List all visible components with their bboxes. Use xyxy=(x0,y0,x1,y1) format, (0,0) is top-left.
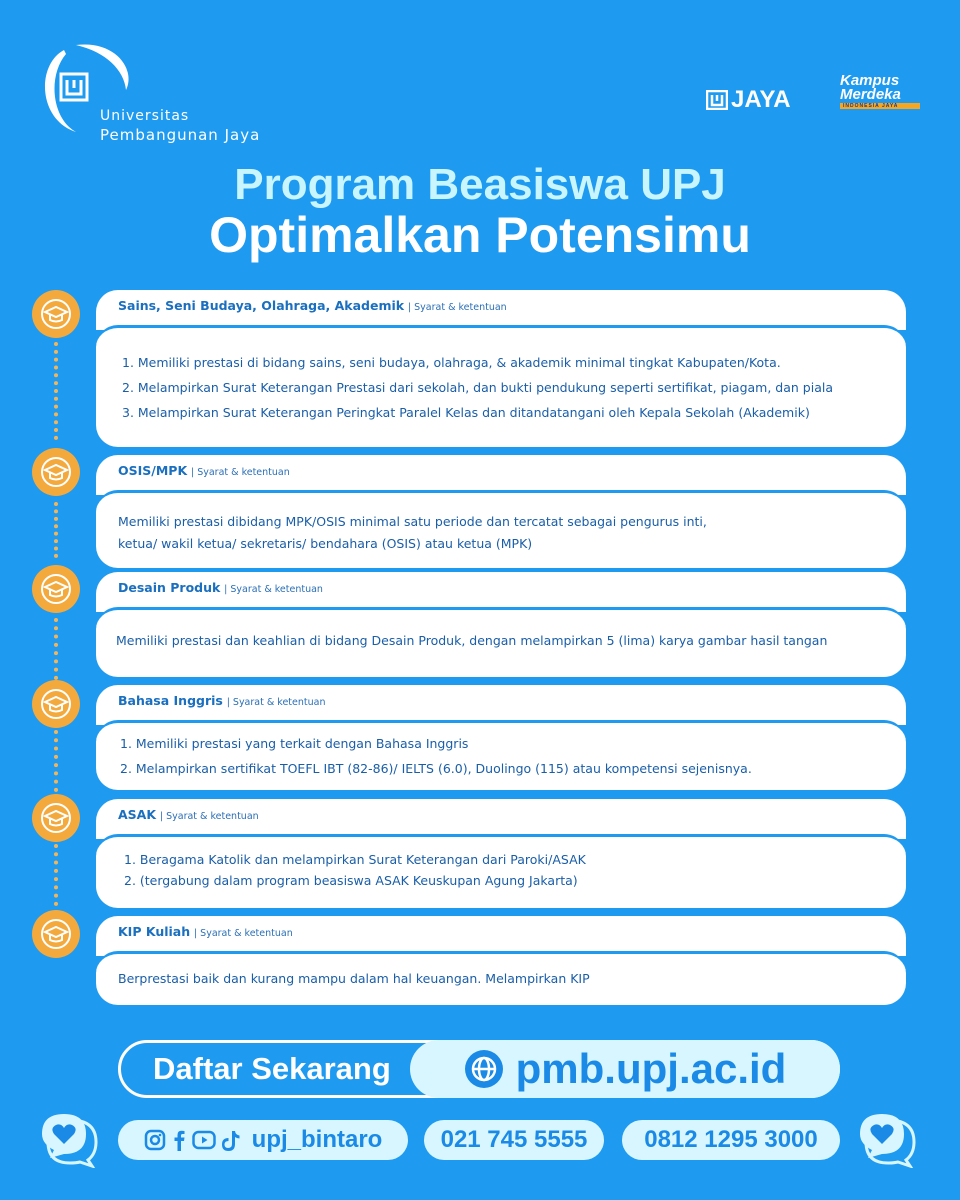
tiktok-icon[interactable] xyxy=(222,1129,240,1151)
graduation-cap-icon xyxy=(32,565,80,613)
section-tab-osis xyxy=(96,455,906,495)
graduation-cap-icon xyxy=(32,290,80,338)
list-item: 1. Memiliki prestasi yang terkait dengan Bahasa Inggris xyxy=(120,736,469,751)
section-title: Desain Produk xyxy=(118,580,221,595)
cta-label: Daftar Sekarang xyxy=(153,1051,391,1086)
phone-number-1: 021 745 5555 xyxy=(440,1126,588,1153)
timeline-dots xyxy=(54,844,58,906)
list-item: 1. Memiliki prestasi di bidang sains, seni budaya, olahraga, & akademik minimal tingkat Kabupaten/Kota. xyxy=(122,355,781,370)
timeline-dots xyxy=(54,502,58,558)
section-body-asak xyxy=(96,834,906,908)
url-text: pmb.upj.ac.id xyxy=(515,1045,787,1092)
url-link[interactable] xyxy=(410,1040,840,1098)
social-handle: upj_bintaro xyxy=(251,1126,383,1153)
section-body-sains xyxy=(96,325,906,447)
merdeka-text: Merdeka xyxy=(840,86,901,103)
graduation-cap-icon xyxy=(32,448,80,496)
section-title: Sains, Seni Budaya, Olahraga, Akademik xyxy=(118,298,405,313)
graduation-cap-icon xyxy=(32,680,80,728)
section-body-desain-produk xyxy=(96,607,906,677)
section-tab-sains xyxy=(96,290,906,330)
graduation-cap-icon xyxy=(32,794,80,842)
section-tab-asak xyxy=(96,799,906,839)
section-body-kip-kuliah xyxy=(96,951,906,1005)
section-tab-desain-produk xyxy=(96,572,906,612)
section-text: ketua/ wakil ketua/ sekretaris/ bendahara (OSIS) atau ketua (MPK) xyxy=(118,536,533,551)
section-subtitle: | Syarat & ketentuan xyxy=(226,697,326,708)
jaya-logo xyxy=(706,86,791,114)
section-body-osis xyxy=(96,490,906,568)
instagram-icon[interactable] xyxy=(144,1129,166,1151)
phone-pill-1[interactable] xyxy=(424,1120,604,1160)
phone-pill-2[interactable] xyxy=(622,1120,840,1160)
section-subtitle: | Syarat & ketentuan xyxy=(407,302,507,313)
chat-heart-icon xyxy=(40,1110,102,1168)
register-cta[interactable] xyxy=(118,1040,840,1098)
graduation-cap-icon xyxy=(32,910,80,958)
chat-heart-icon xyxy=(858,1110,920,1168)
upj-logo xyxy=(36,40,296,150)
section-subtitle: | Syarat & ketentuan xyxy=(193,928,293,939)
phone-number-2: 0812 1295 3000 xyxy=(644,1126,818,1153)
timeline-dots xyxy=(54,342,58,440)
list-item: 2. (tergabung dalam program beasiswa ASAK Keuskupan Agung Jakarta) xyxy=(124,873,578,888)
section-tab-bahasa-inggris xyxy=(96,685,906,725)
jaya-text: JAYA xyxy=(731,86,791,113)
list-item: 1. Beragama Katolik dan melampirkan Surat Keterangan dari Paroki/ASAK xyxy=(124,852,586,867)
list-item: 3. Melampirkan Surat Keterangan Peringkat Paralel Kelas dan ditandatangani oleh Kepala Sekolah (Akademik) xyxy=(122,405,810,420)
kampus-tagline: INDONESIA JAYA xyxy=(840,103,920,109)
timeline-dots xyxy=(54,730,58,792)
section-subtitle: | Syarat & ketentuan xyxy=(190,467,290,478)
kampus-text: Kampus xyxy=(840,72,900,89)
page-subtitle: Optimalkan Potensimu xyxy=(209,207,751,263)
section-title: Bahasa Inggris xyxy=(118,693,223,708)
section-text: Berprestasi baik dan kurang mampu dalam hal keuangan. Melampirkan KIP xyxy=(118,971,590,986)
section-title: KIP Kuliah xyxy=(118,924,191,939)
section-text: Memiliki prestasi dan keahlian di bidang Desain Produk, dengan melampirkan 5 (lima) karya gambar hasil tangan xyxy=(116,633,828,648)
globe-icon xyxy=(464,1049,504,1089)
kampus-merdeka-logo xyxy=(840,74,926,120)
upj-swoosh-icon xyxy=(36,40,136,140)
section-body-bahasa-inggris xyxy=(96,720,906,790)
facebook-icon[interactable] xyxy=(172,1129,186,1151)
logo-text-pembangunan-jaya: Pembangunan Jaya xyxy=(100,126,261,144)
logo-text-universitas: Universitas xyxy=(100,108,190,124)
list-item: 2. Melampirkan sertifikat TOEFL IBT (82-86)/ IELTS (6.0), Duolingo (115) atau kompetensi sejenisnya. xyxy=(120,761,752,776)
section-subtitle: | Syarat & ketentuan xyxy=(224,584,323,595)
page-title: Program Beasiswa UPJ xyxy=(234,160,726,209)
section-subtitle: | Syarat & ketentuan xyxy=(159,811,259,822)
section-tab-kip-kuliah xyxy=(96,916,906,956)
section-text: Memiliki prestasi dibidang MPK/OSIS minimal satu periode dan tercatat sebagai pengurus inti, xyxy=(118,514,707,529)
section-title: ASAK xyxy=(118,807,157,822)
section-title: OSIS/MPK xyxy=(118,463,188,478)
jaya-mark-icon xyxy=(706,90,728,110)
youtube-icon[interactable] xyxy=(192,1130,216,1150)
social-pill[interactable] xyxy=(118,1120,408,1160)
list-item: 2. Melampirkan Surat Keterangan Prestasi dari sekolah, dan bukti pendukung seperti sertifikat, piagam, dan piala xyxy=(122,380,833,395)
timeline-dots xyxy=(54,618,58,680)
